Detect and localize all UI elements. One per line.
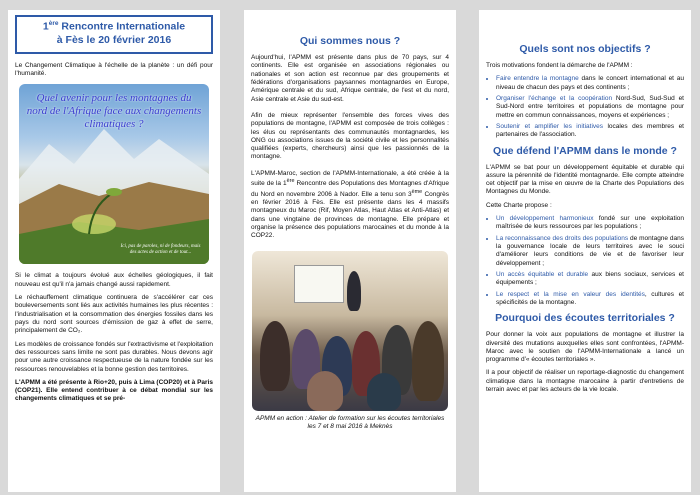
middle-panel	[244, 10, 456, 492]
objectives-list	[486, 75, 684, 139]
person	[367, 373, 401, 411]
paragraph-colleges: Afin de mieux représenter l'ensemble des forces vives des populations de montagne, l'APMM est composée de trois collèges : les élus ou représentants des communautés montagnardes, les ONG ou associations issues de la société civile et les personnalités qualifiées (experts, chercheurs) ainsi que les passionnés de la montagne.	[251, 111, 449, 161]
event-title-box	[15, 15, 213, 54]
person	[307, 371, 343, 411]
charter-intro: Cette Charte propose :	[486, 201, 552, 209]
list-item: • Soutenir et amplifier les initiatives locales des membres et partenaires de l'association.	[496, 123, 684, 140]
workshop-photo	[252, 251, 448, 411]
event-title-line2: à Fès le 20 février 2016	[56, 34, 172, 47]
illustration-title: Quel avenir pour les montagnes du nord de l'Afrique face aux changements climatiques ?	[26, 92, 202, 130]
paragraph-cop: L'APMM a été présente à Rio+20, puis à Lima (COP20) et à Paris (COP21). Elle entend contribuer à ce débat mondial sur les changements climatiques et se pré-	[15, 378, 213, 403]
who-are-we-title: Qui sommes nous ?	[299, 35, 401, 47]
photo-caption: APMM en action : Atelier de formation sur les écoutes territoriales les 7 et 8 mai 2016 à Meknès	[255, 414, 445, 430]
list-item: • Faire entendre la montagne dans le concert international et au niveau de chacun des pays et des continents ;	[496, 75, 684, 92]
list-item: • Un développement harmonieux fondé sur une exploitation maîtrisée de leurs ressources par les populations ;	[496, 215, 684, 232]
person-standing	[347, 271, 361, 311]
list-item: • Le respect et la mise en valeur des identités, cultures et spécificités de la montagne.	[496, 291, 684, 308]
person	[412, 321, 444, 401]
list-item: • Organiser l'échange et la coopération Nord-Sud, Sud-Sud et Sud-Nord entre territoires et populations de montagne pour mettre en commun connaissances, moyens et expériences ;	[496, 95, 684, 120]
ecoutes-title: Pourquoi des écoutes territoriales ?	[495, 312, 675, 325]
right-panel	[479, 10, 691, 492]
paragraph-climate: Si le climat a toujours évolué aux échelles géologiques, il fait nouveau est qu'il n'a jamais changé aussi rapidement.	[15, 272, 213, 288]
objectives-title: Quels sont nos objectifs ?	[519, 43, 651, 55]
paragraph-warming: Le réchauffement climatique continuera de s'accélérer car ces bouleversements sont liés aux activités humaines les plus récentes : l'industrialisation et la consommation des énergies fossiles dans les pays du nord sont sources d'émission de gaz à effet de serre, principalement de CO₂.	[15, 294, 213, 335]
paragraph-ecoutes-2: Il a pour objectif de réaliser un reportage-diagnostic du changement climatique dans la montagne marocaine à partir d'entretiens de terrain avec et par les acteurs de la vie locale.	[486, 369, 684, 394]
event-title-line1: 1ère Rencontre Internationale	[42, 20, 186, 33]
projection-screen	[294, 265, 344, 303]
list-item: • Un accès équitable et durable aux biens sociaux, services et équipements ;	[496, 271, 684, 288]
person	[260, 321, 290, 391]
paragraph-defend: L'APMM se bat pour un développement équitable et durable qui assure la pérennité de l'identité montagnarde. Elle compte atteindre cet objectif par la mise en œuvre de la Charte des Populations des Montagnes du Monde.	[486, 163, 684, 196]
paragraph-apmm-maroc: L'APMM-Maroc, section de l'APMM-Internationale, a été créée à la suite de la 1ère Rencontre des Populations des Montagnes d'Afrique du Nord en novembre 2006 à Nador. Elle a tenu son 3ème Congrès en février 2016 à Fès. Elle est présente dans les 4 massifs montagneux du Maroc (Rif, Moyen Atlas, Haut Atlas et Anti-Atlas) et dans une vingtaine de provinces de montagne. Elle prépare et organise la présence des populations marocaines et du monde à la COP22.	[251, 169, 450, 240]
objectives-intro: Trois motivations fondent la démarche de l'APMM :	[486, 62, 633, 69]
paragraph-growth: Les modèles de croissance fondés sur l'extractivisme et l'exploitation des ressources sans limite ne sont pas durables. Nous devons agir pour une autre croissance respectueuse de la nature fondée sur les ressources renouvelables et la bonne gestion des territoires.	[15, 340, 213, 373]
intro-text: Le Changement Climatique à l'échelle de la planète : un défi pour l'humanité.	[15, 61, 213, 78]
paragraph-presence: Aujourd'hui, l'APMM est présente dans plus de 70 pays, sur 4 continents. Elle est organisée en associations régionales ou nationales et son action est reconnue par des groupements et fédérations d'organisations paysannes montagnardes en Europe, Amérique centrale et du sud, Afrique centrale, de l'est et du nord, Asie centrale et Asie du sud-est.	[251, 54, 449, 103]
illustration-caption: Ici, pas de paroles, ni de fondeurs, mais des actes de action et de tout...	[120, 244, 201, 256]
defend-title: Que défend l'APMM dans le monde ?	[493, 144, 677, 157]
paragraph-ecoutes-1: Pour donner la voix aux populations de montagne et illustrer la diversité des mutations auxquelles elles sont confrontées, l'APMM-Maroc avec le soutien de l'APMM-Internationale a lancé un programme d'« écoutes territoriales ».	[486, 331, 684, 364]
charter-list	[486, 215, 684, 307]
mountain-illustration	[19, 84, 209, 264]
left-panel	[8, 10, 220, 492]
list-item: • La reconnaissance des droits des populations de montagne dans la gouvernance locale de leurs territoires avec le souci d'améliorer leurs conditions de vie et de favoriser leur développement ;	[496, 235, 684, 268]
